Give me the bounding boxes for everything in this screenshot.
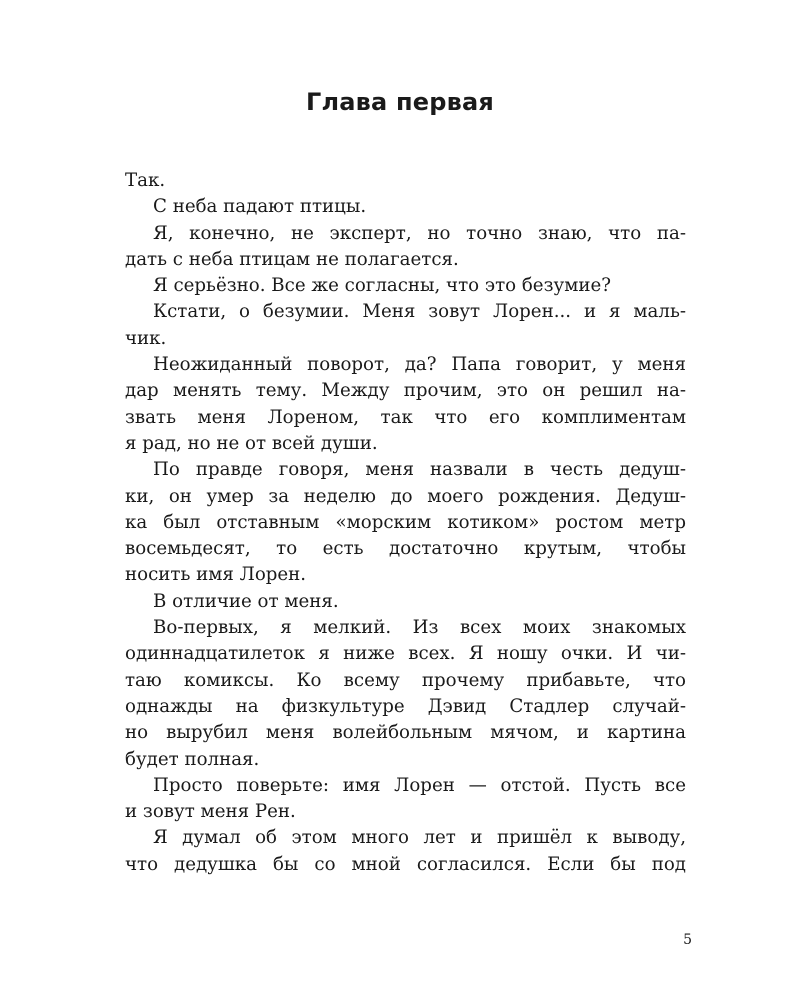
page-number: 5: [683, 932, 692, 948]
text-line: ка был отставным «морским котиком» ростом метр: [125, 511, 686, 533]
text-line: С неба падают птицы.: [153, 196, 367, 218]
text-line: таю комиксы. Ко всему прочему прибавьте, что: [125, 669, 686, 691]
text-line: Так.: [125, 170, 166, 191]
text-line: но вырубил меня волейбольным мячом, и картина: [125, 722, 686, 744]
text-line: восемьдесят, то есть достаточно крутым, чтобы: [125, 538, 686, 560]
text-line: дар менять тему. Между прочим, это он решил на-: [125, 380, 686, 402]
text-line: будет полная.: [125, 748, 260, 770]
text-line: По правде говоря, меня назвали в честь дедуш-: [153, 459, 686, 481]
text-line: Я серьёзно. Все же согласны, что это безумие?: [153, 275, 611, 297]
text-line: я рад, но не от всей души.: [125, 432, 378, 454]
text-line: Неожиданный поворот, да? Папа говорит, у меня: [153, 354, 686, 376]
text-line: чик.: [125, 327, 167, 349]
text-line: В отличие от меня.: [153, 590, 339, 612]
text-line: Я, конечно, не эксперт, но точно знаю, что па-: [153, 222, 686, 244]
text-line: что дедушка бы со мной согласился. Если бы под: [125, 853, 686, 875]
text-line: Я думал об этом много лет и пришёл к выводу,: [153, 827, 686, 849]
text-line: Во-первых, я мелкий. Из всех моих знакомых: [153, 617, 686, 639]
body-text: [125, 168, 686, 878]
chapter-title: Глава первая: [305, 88, 495, 116]
text-line: одиннадцатилеток я ниже всех. Я ношу очки. И чи-: [125, 643, 686, 665]
text-line: Кстати, о безумии. Меня зовут Лорен... и я маль-: [153, 301, 686, 323]
text-line: и зовут меня Рен.: [125, 801, 296, 823]
text-line: ки, он умер за неделю до моего рождения. Дедуш-: [125, 485, 686, 507]
text-line: Просто поверьте: имя Лорен — отстой. Пусть все: [153, 774, 686, 796]
text-line: однажды на физкультуре Дэвид Стадлер случай-: [125, 695, 686, 717]
text-line: звать меня Лореном, так что его комплиментам: [125, 406, 686, 428]
text-line: дать с неба птицам не полагается.: [125, 248, 459, 270]
text-line: носить имя Лорен.: [125, 564, 307, 586]
